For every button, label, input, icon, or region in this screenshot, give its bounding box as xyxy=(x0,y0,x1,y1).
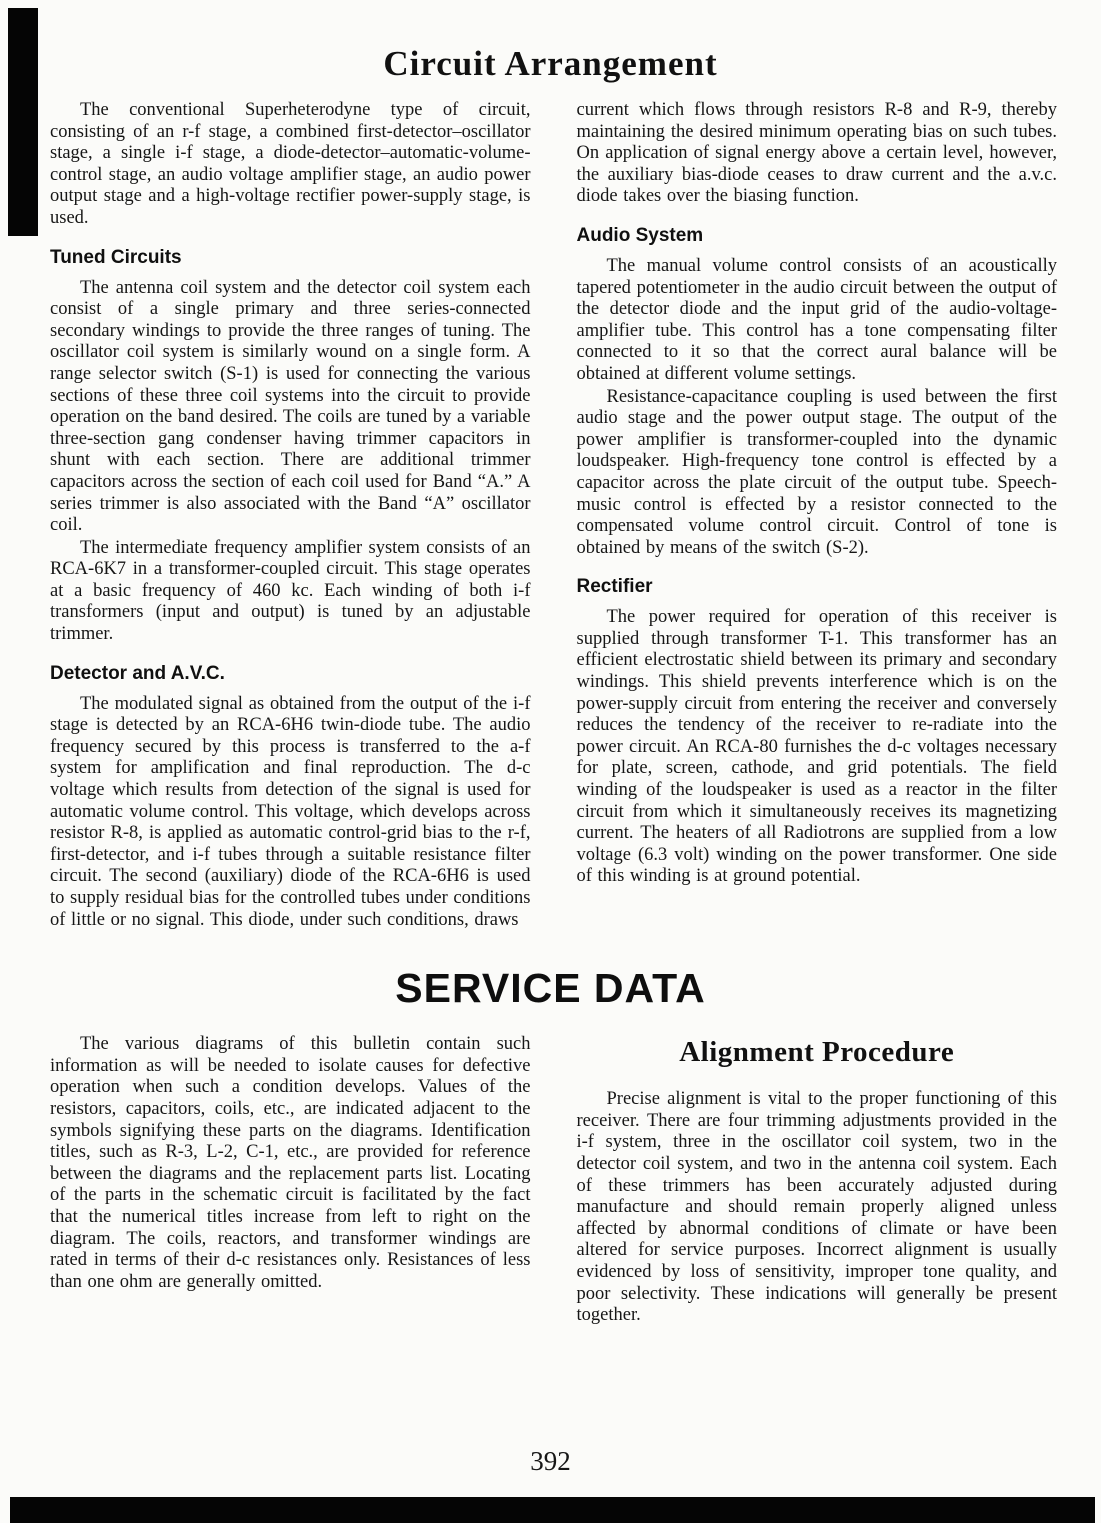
continuation-paragraph: current which flows through resistors R-8 and R-9, thereby maintaining the desired minimum operating bias on such tubes. On application of signal energy above a certain level, however, the auxiliary bias-diode ceases to draw current and the a.v.c. diode takes over the biasing function. xyxy=(576,100,1057,207)
tuned-circuits-paragraph-2: The intermediate frequency amplifier system consists of an RCA-6K7 in a transformer-coupled circuit. This stage operates at a basic frequency of 460 kc. Each winding of both i-f transformers (input and output) is tuned by an adjustable trimmer. xyxy=(50,537,531,645)
heading-tuned-circuits: Tuned Circuits xyxy=(50,246,182,268)
service-data-title: SERVICE DATA xyxy=(395,965,706,1012)
page-number: 392 xyxy=(530,1446,571,1476)
page-title: Circuit Arrangement xyxy=(383,44,718,83)
detector-avc-paragraph: The modulated signal as obtained from the output of the i-f stage is detected by an RCA-6H6 twin-diode tube. The audio frequency secured by this process is transferred to the a-f system for amplification and final reproduction. The d-c voltage which results from detection of the signal is used for automatic volume control. This voltage, which develops across resistor R-8, is applied as automatic control-grid bias to the r-f, first-detector, and i-f tubes through a suitable resistance filter circuit. The second (auxiliary) diode of the RCA-6H6 is used to supply residual bias for the controlled tubes under conditions of little or no signal. This diode, under such conditions, draws xyxy=(50,693,531,930)
audio-system-paragraph-2: Resistance-capacitance coupling is used between the first audio stage and the power output stage. The output of the power amplifier is transformer-coupled into the dynamic loudspeaker. High-frequency tone control is effected by a capacitor across the plate circuit of the output tube. Speech-music control is effected by a resistor connected to the compensated volume control circuit. Control of tone is obtained by means of the switch (S-2). xyxy=(576,386,1057,558)
circuit-arrangement-section xyxy=(0,100,1101,931)
service-right-column xyxy=(577,1034,1058,1327)
heading-rectifier: Rectifier xyxy=(576,576,653,598)
scan-artifact-top-left xyxy=(8,8,38,236)
heading-detector-avc: Detector and A.V.C. xyxy=(50,662,225,684)
service-data-paragraph: The various diagrams of this bulletin contain such information as will be needed to isolate causes for defective operation when such a condition develops. Values of the resistors, capacitors, coils, etc., are indicated adjacent to the symbols signifying these parts on the diagrams. Identification titles, such as R-3, L-2, C-1, etc., are provided for reference between the diagrams and the replacement parts list. Locating of the parts in the schematic circuit is facilitated by the fact that the numerical titles increase from left to right on the diagram. The coils, reactors, and transformer windings are rated in terms of their d-c resistances only. Resistances of less than one ohm are generally omitted. xyxy=(50,1034,531,1292)
heading-alignment-procedure: Alignment Procedure xyxy=(679,1036,955,1069)
service-left-column xyxy=(50,1034,531,1327)
tuned-circuits-paragraph-1: The antenna coil system and the detector coil system each consist of a single primary and three series-connected secondary windings to provide the three ranges of tuning. The oscillator coil system is similarly wound on a single form. A range selector switch (S-1) is used for connecting the various sections of these three coil systems into the circuit to provide operation on the band desired. The coils are tuned by a variable three-section gang condenser having trimmer capacitors in shunt with each section. There are additional trimmer capacitors across the section of each coil used for Band “A.” A series trimmer is also associated with the Band “A” oscillator coil. xyxy=(50,277,531,536)
alignment-procedure-paragraph: Precise alignment is vital to the proper functioning of this receiver. There are four trimming adjustments provided in the i-f system, three in the oscillator coil system, two in the detector coil system, and two in the antenna coil system. Each of these trimmers has been accurately adjusted during manufacture and should remain properly aligned unless affected by abnormal conditions of climate or have been altered for service purposes. Incorrect alignment is usually evidenced by loss of sensitivity, improper tone quality, and poor selectivity. These indications will generally be present together. xyxy=(576,1089,1057,1326)
left-column xyxy=(50,100,531,931)
right-column xyxy=(577,100,1058,931)
intro-paragraph: The conventional Superheterodyne type of circuit, consisting of an r-f stage, a combined first-detector–oscillator stage, a single i-f stage, a diode-detector–automatic-volume-control stage, an audio voltage amplifier stage, an audio power output stage and a high-voltage rectifier power-supply stage, is used. xyxy=(50,100,531,228)
rectifier-paragraph: The power required for operation of this receiver is supplied through transformer T-1. This transformer has an efficient electrostatic shield between its primary and secondary windings. This shield prevents interference which is on the power-supply circuit from entering the receiver and conversely reduces the tendency of the receiver to re-radiate into the power circuit. An RCA-80 furnishes the d-c voltages necessary for plate, screen, cathode, and grid potentials. The field winding of the loudspeaker is used as a reactor in the filter circuit from which it simultaneously receives its magnetizing current. The heaters of all Radiotrons are supplied from a low voltage (6.3 volt) winding on the power transformer. One side of this winding is at ground potential. xyxy=(576,607,1057,887)
heading-audio-system: Audio System xyxy=(576,224,704,246)
service-data-section xyxy=(0,1034,1101,1327)
scan-artifact-bottom xyxy=(10,1497,1095,1523)
audio-system-paragraph-1: The manual volume control consists of an acoustically tapered potentiometer in the audio circuit between the output of the detector diode and the input grid of the audio-voltage-amplifier tube. This control has a tone compensating filter connected to it so that the correct aural balance will be obtained at different volume settings. xyxy=(576,255,1057,384)
